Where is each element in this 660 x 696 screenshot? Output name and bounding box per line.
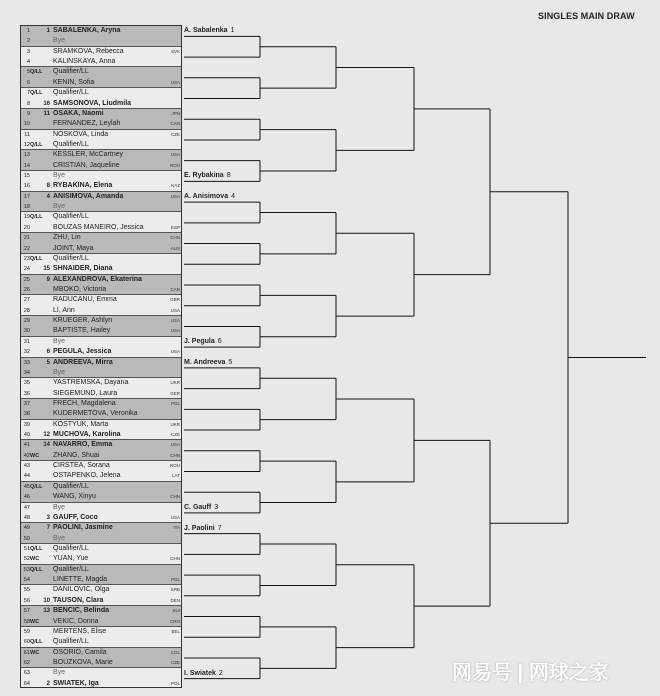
player-name: BOUZKOVA, Marie — [53, 658, 113, 666]
seed-number: 5 — [46, 359, 50, 366]
player-name: SIEGEMUND, Laura — [53, 389, 118, 397]
draw-position: 37 — [23, 400, 30, 407]
draw-position: 22 — [23, 245, 30, 252]
player-name: MERTENS, Elise — [53, 627, 107, 635]
draw-position: 52 — [23, 556, 30, 563]
draw-position: 21 — [23, 235, 30, 242]
nationality: USA — [170, 442, 180, 448]
nationality: UKR — [170, 380, 180, 386]
nationality: GER — [170, 390, 180, 396]
draw-position: 43 — [23, 463, 30, 470]
nationality: CRO — [170, 618, 180, 624]
player-name: MUCHOVA, Karolina — [53, 431, 121, 439]
draw-position: 54 — [23, 577, 30, 584]
player-name: NAVARRO, Emma — [53, 441, 113, 449]
draw-position: 9 — [26, 110, 30, 117]
nationality: GBR — [170, 297, 180, 303]
player-name: Bye — [53, 368, 66, 376]
seed-number: 8 — [46, 183, 50, 190]
draw-position: 45 — [23, 483, 30, 490]
round2-player-name: J. Paolini — [184, 524, 215, 532]
draw-position: 36 — [23, 390, 30, 397]
round2-seed: 3 — [214, 503, 219, 511]
player-name: JOINT, Maya — [53, 244, 94, 252]
draw-position: 53 — [23, 566, 30, 573]
draw-position: 41 — [23, 442, 30, 449]
round2-seed: 6 — [217, 338, 222, 346]
nationality: CHN — [170, 235, 180, 241]
nationality: POL — [170, 680, 180, 686]
draw-position: 35 — [23, 380, 30, 387]
player-name: FERNANDEZ, Leylah — [53, 120, 121, 128]
nationality: CZE — [171, 432, 180, 438]
draw-position: 8 — [26, 100, 30, 107]
draw-position: 12 — [23, 141, 30, 148]
draw-position: 30 — [23, 328, 30, 335]
player-name: Bye — [53, 534, 66, 542]
player-name: Qualifier/LL — [53, 545, 89, 552]
draw-position: 64 — [23, 680, 30, 687]
nationality: BEL — [171, 628, 180, 634]
player-name: Bye — [53, 503, 66, 511]
round2-player — [184, 171, 258, 180]
draw-position: 27 — [23, 297, 30, 304]
draw-position: 7 — [26, 90, 30, 97]
round2-player — [184, 358, 258, 367]
entry-status: Q/LL — [30, 255, 43, 262]
player-name: YASTREMSKA, Dayana — [53, 379, 129, 387]
nationality: USA — [170, 318, 180, 324]
draw-position: 6 — [26, 79, 30, 86]
player-name: YUAN, Yue — [53, 555, 89, 563]
draw-position: 47 — [23, 504, 30, 511]
nationality: LAT — [172, 473, 180, 479]
draw-position: 24 — [23, 266, 30, 273]
seed-number: 15 — [43, 266, 50, 273]
draw-position: 62 — [23, 659, 30, 666]
nationality: JPN — [171, 110, 180, 116]
player-name: Qualifier/LL — [53, 89, 89, 97]
round2-seed: 2 — [218, 669, 223, 677]
draw-position: 4 — [26, 59, 30, 66]
seed-number: 10 — [43, 597, 50, 604]
player-name: WANG, Xinyu — [53, 493, 96, 501]
nationality: CZE — [171, 659, 180, 665]
nationality: SRB — [170, 587, 180, 593]
player-name: Bye — [53, 172, 66, 180]
draw-position: 17 — [23, 193, 30, 200]
player-name: Qualifier/LL — [53, 140, 89, 148]
seed-number: 12 — [43, 432, 50, 439]
player-name: OSAKA, Naomi — [53, 109, 104, 117]
draw-position: 63 — [23, 670, 30, 677]
draw-position: 55 — [23, 587, 30, 594]
draw-position: 18 — [23, 204, 30, 211]
nationality: CHN — [170, 494, 180, 500]
draw-position: 31 — [23, 338, 30, 345]
player-name: LI, Ann — [53, 306, 75, 314]
draw-position: 61 — [23, 649, 30, 656]
nationality: CAN — [170, 287, 180, 292]
player-name: FRECH, Magdalena — [53, 399, 116, 407]
round2-seed: 7 — [217, 524, 222, 532]
draw-position: 33 — [23, 359, 30, 366]
draw-position: 11 — [24, 131, 30, 138]
player-name: MBOKO, Victoria — [53, 286, 107, 293]
player-name: NOSKOVA, Linda — [53, 130, 109, 138]
draw-position: 46 — [23, 494, 30, 501]
player-name: KALINSKAYA, Anna — [53, 58, 116, 66]
nationality: CHN — [170, 452, 180, 458]
seed-number: 11 — [43, 110, 50, 117]
nationality: POL — [170, 577, 180, 583]
draw-position: 56 — [23, 597, 30, 604]
nationality: USA — [170, 307, 180, 313]
draw-position: 50 — [23, 535, 30, 542]
player-name: SAMSONOVA, Liudmila — [53, 99, 132, 107]
player-name: ZHU, Lin — [53, 234, 81, 242]
seed-number: 2 — [46, 680, 50, 687]
player-name: PAOLINI, Jasmine — [53, 524, 113, 532]
entry-status: Q/LL — [30, 214, 43, 221]
player-name: RYBAKINA, Elena — [53, 182, 113, 190]
nationality: CZE — [171, 131, 180, 137]
nationality: SVK — [170, 48, 180, 54]
draw-position: 59 — [23, 628, 30, 635]
draw-position: 32 — [23, 349, 30, 356]
player-name: CIRSTEA, Sorana — [53, 462, 110, 470]
seed-number: 9 — [46, 276, 50, 283]
round2-player — [184, 337, 258, 346]
entry-status: Q/LL — [30, 90, 43, 97]
seed-number: 1 — [46, 28, 50, 34]
nationality: CAN — [170, 121, 180, 127]
round2-seed: 4 — [231, 193, 235, 201]
round2-player — [184, 26, 258, 35]
nationality: UKR — [170, 421, 180, 427]
round2-player-name: I. Swiatek — [184, 669, 216, 677]
draw-position: 13 — [23, 152, 30, 159]
player-name: Bye — [53, 37, 66, 45]
round2-player-name: M. Andreeva — [184, 358, 226, 366]
nationality: ESP — [170, 224, 180, 230]
draw-position: 38 — [23, 411, 30, 418]
watermark: 网易号 | 网球之家 — [452, 662, 609, 684]
player-name: TAUSON, Clara — [53, 596, 104, 604]
player-name: CRISTIAN, Jaqueline — [53, 161, 120, 169]
round2-player — [184, 192, 258, 201]
nationality: POL — [170, 400, 180, 406]
player-name: SABALENKA, Aryna — [53, 27, 121, 34]
entry-status: Q/LL — [30, 639, 43, 646]
player-name: Qualifier/LL — [53, 638, 89, 646]
round2-player — [184, 524, 258, 533]
draw-position: 29 — [23, 318, 30, 325]
draw-position: 48 — [23, 514, 30, 521]
entry-status: WC — [30, 649, 40, 656]
round2-player-name: J. Pegula — [184, 338, 215, 346]
nationality: ROU — [170, 162, 180, 168]
nationality: KAZ — [171, 183, 180, 189]
player-name: PEGULA, Jessica — [53, 348, 112, 356]
draw-position: 44 — [23, 473, 30, 480]
seed-number: 16 — [43, 100, 50, 107]
player-name: GAUFF, Coco — [53, 513, 98, 521]
draw-position: 25 — [23, 276, 30, 283]
player-name: SRAMKOVA, Rebecca — [53, 47, 124, 55]
player-name: DANILOVIC, Olga — [53, 586, 110, 594]
draw-position: 14 — [23, 162, 30, 169]
nationality: DEN — [170, 597, 180, 603]
seed-number: 4 — [46, 193, 50, 200]
draw-position: 58 — [23, 618, 30, 625]
nationality: USA — [170, 328, 180, 334]
round2-player — [184, 669, 258, 678]
draw-position: 5 — [26, 69, 30, 76]
draw-position: 26 — [23, 287, 30, 293]
round2-seed: 8 — [226, 172, 231, 180]
draw-title: SINGLES MAIN DRAW — [538, 11, 635, 21]
draw-position: 19 — [23, 214, 30, 221]
nationality: ROU — [170, 463, 180, 469]
player-name: Qualifier/LL — [53, 254, 89, 262]
draw-position: 3 — [26, 48, 30, 55]
nationality: SUI — [172, 608, 180, 614]
round2-player-name: A. Anisimova — [184, 193, 229, 201]
seed-number: 14 — [43, 442, 50, 449]
player-name: OSTAPENKO, Jelena — [53, 472, 121, 480]
draw-position: 28 — [23, 307, 30, 314]
round2-seed: 1 — [230, 27, 235, 35]
player-name: KRUEGER, Ashlyn — [53, 317, 113, 325]
player-name: Qualifier/LL — [53, 68, 89, 76]
player-name: Bye — [53, 203, 66, 211]
player-name: ANDREEVA, Mirra — [53, 358, 113, 366]
nationality: COL — [170, 649, 180, 655]
draw-position: 1 — [26, 28, 30, 34]
draw-position: 34 — [23, 369, 30, 376]
draw-position: 23 — [23, 255, 30, 262]
draw-position: 10 — [23, 121, 30, 128]
entry-status: Q/LL — [30, 566, 43, 573]
seed-number: 3 — [46, 514, 50, 521]
player-name: Bye — [53, 337, 66, 345]
player-name: Qualifier/LL — [53, 213, 89, 221]
draw-position: 39 — [23, 421, 30, 428]
player-name: Qualifier/LL — [53, 482, 89, 490]
draw-position: 60 — [23, 639, 30, 646]
player-name: VEKIC, Donna — [53, 617, 99, 625]
nationality: CHN — [170, 556, 180, 562]
player-name: SWIATEK, Iga — [53, 679, 99, 687]
player-name: ALEXANDROVA, Ekaterina — [53, 275, 142, 283]
player-name: OSORIO, Camila — [53, 648, 107, 656]
draw-position: 51 — [23, 546, 30, 552]
player-name: RADUCANU, Emma — [53, 296, 117, 304]
round2-player-name: C. Gauff — [184, 503, 212, 511]
nationality: USA — [170, 514, 180, 520]
entry-status: WC — [30, 452, 40, 459]
seed-number: 13 — [43, 608, 50, 615]
player-name: KOSTYUK, Marta — [53, 420, 109, 428]
entry-status: Q/LL — [30, 69, 43, 76]
draw-position: 15 — [23, 173, 30, 180]
draw-position: 2 — [26, 38, 30, 45]
draw-position: 20 — [23, 224, 30, 231]
entry-status: Q/LL — [30, 483, 43, 490]
player-name: ANISIMOVA, Amanda — [53, 192, 124, 200]
draw-position: 42 — [23, 452, 30, 459]
player-name: BOUZAS MANEIRO, Jessica — [53, 223, 144, 231]
draw-position: 49 — [23, 525, 30, 532]
draw-position: 57 — [23, 608, 30, 615]
player-name: Qualifier/LL — [53, 565, 89, 573]
player-name: BENCIC, Belinda — [53, 607, 110, 615]
nationality: ITA — [173, 525, 180, 531]
player-name: LINETTE, Magda — [53, 576, 108, 584]
player-name: Bye — [53, 669, 66, 677]
draw-position: 16 — [23, 183, 30, 190]
entry-status: Q/LL — [30, 546, 43, 552]
entry-status: WC — [30, 618, 40, 625]
draw-position: 40 — [23, 432, 30, 439]
round2-player-name: E. Rybakina — [184, 172, 224, 180]
nationality: AUS — [170, 245, 180, 251]
entry-status: WC — [30, 556, 40, 563]
seed-number: 7 — [46, 525, 50, 532]
seed-number: 6 — [46, 349, 50, 356]
player-name: BAPTISTE, Hailey — [53, 327, 111, 335]
round2-player-name: A. Sabalenka — [184, 27, 228, 35]
round2-seed: 5 — [228, 358, 233, 366]
player-name: ZHANG, Shuai — [53, 451, 100, 459]
nationality: USA — [170, 193, 180, 199]
nationality: USA — [170, 79, 180, 85]
round2-player — [184, 503, 258, 512]
nationality: USA — [170, 349, 180, 355]
player-name: KENIN, Sofia — [53, 78, 95, 86]
player-name: KUDERMETOVA, Veronika — [53, 410, 138, 418]
nationality: USA — [170, 152, 180, 158]
entry-status: Q/LL — [30, 141, 43, 148]
player-name: KESSLER, McCartney — [53, 151, 124, 159]
player-name: SHNAIDER, Diana — [53, 265, 113, 273]
